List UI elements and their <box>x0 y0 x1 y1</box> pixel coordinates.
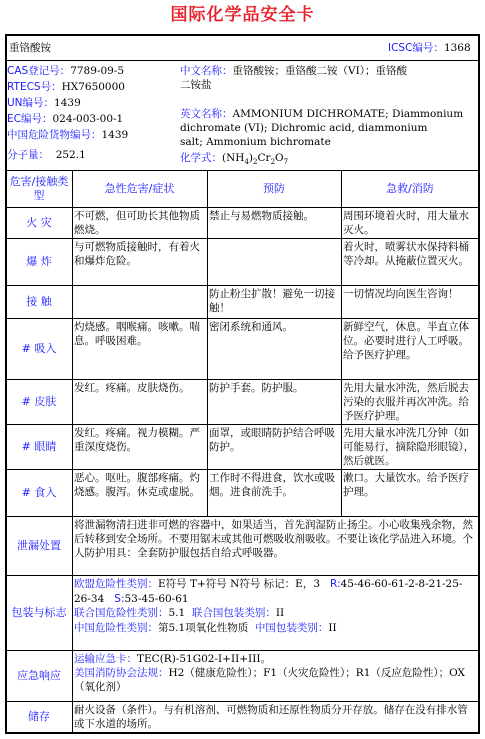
row-acute-inhalation: 灼烧感。咽喉痛。咳嗽。喘息。呼吸困难。 <box>74 321 200 347</box>
row-acute-explosion: 与可燃物质接触时，有着火和爆炸危险。 <box>74 241 200 267</box>
row-type-eyes: # 眼睛 <box>21 440 57 453</box>
pack-text: 欧盟危险性类别：E符号 T+符号 N符号 标记：E，3 R:45-46-60-61-2-8-21-25-26-34 S:53-45-60-61 联合国危险性类别：5.1 联合国包装类别：II 中国危险性类别：第5.1项氧化性物质 中国包装类别：II <box>74 578 463 634</box>
row-aid-eyes: 先用大量水冲洗几分钟（如可能易行，摘除隐形眼镜），然后就医。 <box>343 427 475 467</box>
id-un: UN编号：1439 <box>7 97 81 109</box>
id-rtecs: RTECS号：HX7650000 <box>7 81 125 93</box>
column-divider <box>207 171 208 516</box>
en-name-line2: dichromate (VI); Dichromic acid, diammonium <box>180 122 428 134</box>
emergency-text: 运输应急卡：TEC(R)-51G02-I+II+III。 美国消防协会法规：H2（健康危险性）；F1（火灾危险性）；R1（反应危险性）；OX（氧化剂） <box>74 653 466 693</box>
column-divider <box>341 171 342 516</box>
row-acute-contact <box>72 286 207 318</box>
id-ec: EC编号：024-003-00-1 <box>7 113 124 125</box>
column-divider <box>72 171 73 516</box>
row-acute-eyes: 发红。疼痛。视力模糊。严重深度烧伤。 <box>74 427 200 453</box>
row-aid-inhalation: 新鲜空气，休息。半直立体位。必要时进行人工呼吸。给予医疗护理。 <box>343 321 469 361</box>
leak-label: 泄漏处置 <box>17 539 61 552</box>
column-divider <box>72 517 73 732</box>
id-molecular-weight: 分子量： 252.1 <box>7 149 86 161</box>
pack-label: 包装与标志 <box>11 606 67 619</box>
en-name-line1: 英文名称：AMMONIUM DICHROMATE; Diammonium <box>180 108 464 120</box>
leak-text: 将泄漏物清扫进非可燃的容器中，如果适当，首先润湿防止扬尘。小心收集残余物，然后转移到安全场所。不要用锯末或其他可燃吸收剂吸收。不要让该化学品进入环境。个人防护用具：全套防护服包括自给式呼吸器。 <box>74 519 473 559</box>
row-type-explosion: 爆 炸 <box>26 255 52 268</box>
row-prevent-explosion <box>207 239 341 285</box>
divider <box>5 60 480 61</box>
row-acute-skin: 发红。疼痛。皮肤烧伤。 <box>74 382 190 394</box>
row-acute-fire: 不可燃，但可助长其他物质燃烧。 <box>74 210 200 236</box>
row-prevent-ingestion: 工作时不得进食，饮水或吸烟。进食前洗手。 <box>209 472 335 498</box>
row-acute-ingestion: 恶心。呕吐。腹部疼痛。灼烧感。腹泻。休克或虚脱。 <box>74 472 200 498</box>
chemical-name: 重铬酸铵 <box>9 42 51 54</box>
cn-name-line1: 中文名称：重铬酸铵；重铬酸二铵（VI）；重铬酸 <box>180 65 407 77</box>
row-type-ingestion: # 食入 <box>21 486 57 499</box>
formula: 化学式：$(NH_4)_2Cr_2O_7$ <box>180 152 289 167</box>
row-prevent-skin: 防护手套。防护服。 <box>209 382 304 394</box>
page-title: 国际化学品安全卡 <box>170 5 315 25</box>
cn-name-line2: 二铵盐 <box>180 79 212 91</box>
row-type-fire: 火 灾 <box>26 216 52 229</box>
row-prevent-fire: 禁止与易燃物质接触。 <box>209 210 314 222</box>
row-aid-fire: 周围环境着火时，用大量水灭火。 <box>343 210 469 236</box>
row-aid-skin: 先用大量水冲洗，然后脱去污染的衣服并再次冲洗。给予医疗护理。 <box>343 382 469 422</box>
header-prevent: 预防 <box>263 182 285 195</box>
storage-text: 耐火设备（条件）。与有机溶剂、可燃物质和还原性物质分开存放。储存在没有排水管或下水道的场所。 <box>74 704 468 730</box>
header-aid: 急救/消防 <box>386 182 434 195</box>
row-aid-explosion: 着火时，喷雾状水保持料桶等冷却。从掩蔽位置灭火。 <box>343 241 469 267</box>
emergency-label: 应急响应 <box>17 669 61 682</box>
row-type-contact: 接 触 <box>26 295 52 308</box>
row-prevent-eyes: 面罩，或眼睛防护结合呼吸防护。 <box>209 427 335 453</box>
storage-label: 储存 <box>28 710 50 723</box>
en-name-line3: salt; Ammonium bichromate <box>180 136 331 148</box>
row-aid-ingestion: 漱口。大量饮水。给予医疗护理。 <box>343 472 469 498</box>
row-prevent-contact: 防止粉尘扩散！避免一切接触！ <box>209 288 335 314</box>
row-type-skin: # 皮肤 <box>21 395 57 408</box>
id-cn-dangerous: 中国危险货物编号：1439 <box>7 129 129 141</box>
row-type-inhalation: # 吸入 <box>21 342 57 355</box>
row-aid-contact: 一切情况均向医生咨询！ <box>343 288 459 300</box>
id-cas: CAS登记号：7789-09-5 <box>7 65 125 77</box>
header-type: 危害/接触类型 <box>9 175 69 202</box>
row-prevent-inhalation: 密闭系统和通风。 <box>209 321 293 333</box>
icsc-number: ICSC编号：1368 <box>388 42 471 54</box>
header-acute: 急性危害/症状 <box>104 182 175 195</box>
